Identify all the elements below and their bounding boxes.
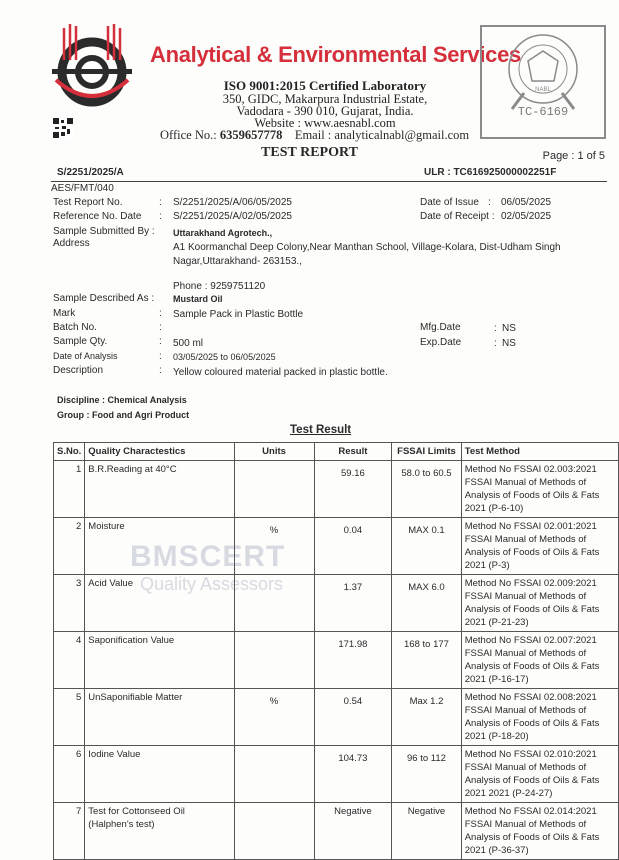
col-quality: Quality Charactestics [85,443,234,461]
table-row [54,803,619,860]
receipt-date: 02/05/2025 [501,211,552,222]
cell-result: 171.98 [314,632,392,689]
cell-sno: 3 [54,575,85,632]
client-phone: Phone : 9259751120 [173,281,266,292]
submitted-by: Uttarakhand Agrotech., [173,228,273,238]
mfg-value: NS [502,323,516,334]
cell-method: Method No FSSAI 02.009:2021 FSSAI Manual of Methods of Analysis of Foods of Oils & Fats 2021 (P-21-23) [461,575,618,632]
table-row [54,746,619,803]
sample-qty: 500 ml [173,338,204,349]
cell-limit: 168 to 177 [392,632,461,689]
col-method: Test Method [461,443,618,461]
cell-unit: % [234,689,314,746]
cell-method: Method No FSSAI 02.014:2021 FSSAI Manual of Methods of Analysis of Foods of Oils & Fats 2021 (P-36-37) [461,803,618,860]
website: Website : www.aesnabl.com [254,116,396,130]
col-limits: FSSAI Limits [392,443,461,461]
cell-limit: 58.0 to 60.5 [392,461,461,518]
watermark-tagline: Quality Assessors [140,574,284,594]
mfg-label: Mfg.Date [420,322,461,333]
table-row [54,575,619,632]
cell-method: Method No FSSAI 02.008:2021 FSSAI Manual of Methods of Analysis of Foods of Oils & Fats 2021 (P-18-20) [461,689,618,746]
table-row [54,632,619,689]
table-title: Test Result [290,424,352,436]
cell-param: Iodine Value [85,746,234,803]
exp-label: Exp.Date [420,337,462,348]
group: Group : Food and Agri Product [57,410,190,420]
office-label: Office No.: [160,128,217,142]
cell-result: 1.37 [314,575,392,632]
table-row [54,518,619,575]
table-header-row [54,443,619,461]
watermark-brand: BMSCERT [130,540,286,573]
format-code: AES/FMT/040 [51,183,114,194]
cell-unit [234,746,314,803]
analysis-dates: 03/05/2025 to 06/05/2025 [173,352,276,362]
address-line-2: Vadodara - 390 010, Gujarat, India. [236,104,414,118]
col-sno: S.No. [54,443,85,461]
colon: : [159,351,162,362]
colon: : [494,323,497,334]
cell-method: Method No FSSAI 02.003:2021 FSSAI Manual of Methods of Analysis of Foods of Oils & Fats 2021 (P-6-10) [461,461,618,518]
receipt-label: Date of Receipt : [420,211,495,222]
divider [51,181,607,182]
qr-code [52,117,74,139]
discipline: Discipline : Chemical Analysis [57,395,187,405]
cell-limit: Max 1.2 [392,689,461,746]
cell-sno: 2 [54,518,85,575]
office-number: 6359657778 [219,128,283,142]
cell-unit: % [234,518,314,575]
cell-sno: 7 [54,803,85,860]
col-units: Units [234,443,314,461]
cell-param: B.R.Reading at 40°C [85,461,234,518]
qty-label: Sample Qty. [53,336,108,347]
colon: : [159,197,162,208]
address-label: Address [53,238,90,249]
cell-result: 0.04 [314,518,392,575]
cell-method: Method No FSSAI 02.007:2021 FSSAI Manual of Methods of Analysis of Foods of Oils & Fats 2021 (P-16-17) [461,632,618,689]
cell-result: 0.54 [314,689,392,746]
colon: : [159,308,162,319]
colon: : [159,336,162,347]
cell-param: Test for Cottonseed Oil (Halphen's test) [85,803,234,860]
batch-label: Batch No. [53,322,97,333]
cell-limit: MAX 0.1 [392,518,461,575]
office-contact [160,128,469,143]
analysis-label: Date of Analysis [53,351,118,361]
test-report-no: S/2251/2025/A/06/05/2025 [173,197,292,208]
test-result-table [53,442,619,860]
report-title: TEST REPORT [261,145,358,160]
page-number: Page : 1 of 5 [542,150,605,162]
cell-param: UnSaponifiable Matter [85,689,234,746]
cell-result: 104.73 [314,746,392,803]
col-result: Result [314,443,392,461]
email: Email : analyticalnabl@gmail.com [294,128,470,142]
accreditation-stamp [480,25,606,139]
cell-sno: 1 [54,461,85,518]
cell-sno: 6 [54,746,85,803]
table-row [54,461,619,518]
cell-result: Negative [314,803,392,860]
cell-param: Saponification Value [85,632,234,689]
colon: : [159,322,162,333]
reference-no-label: Reference No. Date [53,211,142,222]
test-report-no-label: Test Report No. [53,197,123,208]
description-label: Description [53,365,104,376]
cell-method: Method No FSSAI 02.001:2021 FSSAI Manual of Methods of Analysis of Foods of Oils & Fats 2021 (P-3) [461,518,618,575]
cell-sno: 4 [54,632,85,689]
cell-param: Acid Value [85,575,234,632]
submitted-by-label: Sample Submitted By : [53,226,155,237]
colon: : [159,365,162,376]
description-value: Yellow coloured material packed in plastic bottle. [173,367,388,378]
reference-no: S/2251/2025/A/02/05/2025 [173,211,292,222]
colon: : [159,211,162,222]
cell-unit [234,632,314,689]
report-id: S/2251/2025/A [57,167,124,178]
cell-sno: 5 [54,689,85,746]
ulr-number: ULR : TC616925000002251F [424,167,557,178]
colon: : [494,338,497,349]
colon: : [488,197,491,208]
mark-value: Sample Pack in Plastic Bottle [173,309,304,320]
table-row [54,689,619,746]
cell-limit: Negative [392,803,461,860]
cell-unit [234,461,314,518]
issue-date: 06/05/2025 [501,197,552,208]
exp-value: NS [502,338,516,349]
cell-unit [234,803,314,860]
cell-limit: MAX 6.0 [392,575,461,632]
described-label: Sample Described As : [53,293,155,304]
mark-label: Mark [53,308,76,319]
stamp-code: TC-6169 [517,105,569,119]
company-name: Analytical & Environmental Services [150,42,521,67]
cell-method: Method No FSSAI 02.010:2021 FSSAI Manual of Methods of Analysis of Foods of Oils & Fats 2021 2021 (P-24-27) [461,746,618,803]
cell-unit [234,575,314,632]
issue-label: Date of Issue [420,197,479,208]
iso-certification: ISO 9001:2015 Certified Laboratory [223,78,427,93]
sample-described: Mustard Oil [173,294,223,304]
cell-limit: 96 to 112 [392,746,461,803]
company-logo [46,20,138,112]
stamp-bottom: NABL [535,87,551,93]
client-address-1: A1 Koormanchal Deep Colony,Near Manthan School, Village-Kolara, Dist-Udham Singh [173,242,561,253]
client-address-2: Nagar,Uttarakhand- 263153., [173,256,302,267]
cell-result: 59.16 [314,461,392,518]
address-line-1: 350, GIDC, Makarpura Industrial Estate, [222,92,428,106]
cell-param: Moisture [85,518,234,575]
